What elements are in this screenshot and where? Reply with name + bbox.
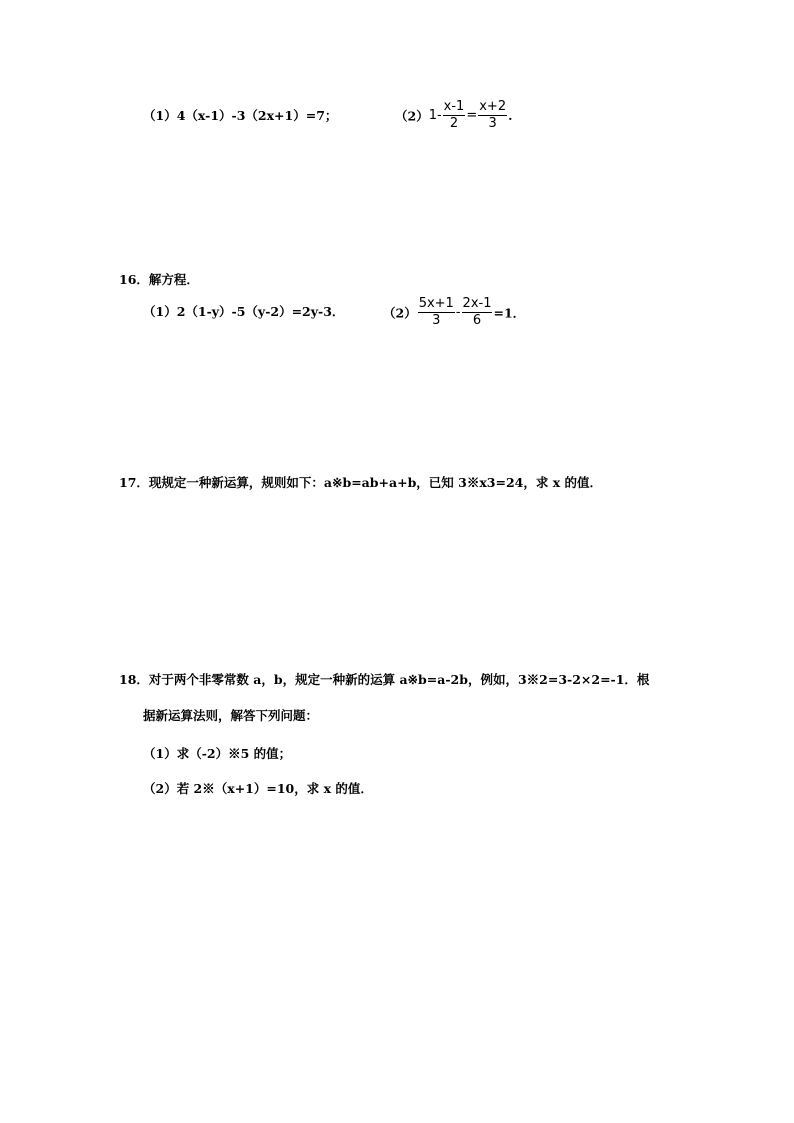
q15-fraction-1: [443, 99, 466, 132]
q16-part2: [383, 296, 525, 329]
q16-minus: -: [455, 305, 461, 320]
q16-fraction-1-numerator: 5x+1: [418, 296, 454, 311]
q17-text: 17．现规定一种新运算，规则如下：a※b=ab+a+b，已知 3※x3=24，求 x 的值．: [119, 475, 603, 490]
q15-fraction-1-denominator: 2: [449, 116, 459, 131]
q15-part2: [395, 99, 512, 132]
q15-part2-lead: 1-: [428, 108, 442, 123]
q16-fraction-2: [462, 296, 493, 329]
q16-fraction-2-denominator: 6: [472, 313, 482, 328]
q16-fraction-1: [418, 296, 455, 329]
q16-fraction-1-denominator: 3: [432, 313, 441, 328]
q16-part2-tail: =1．: [493, 305, 526, 321]
q15-part1: （1）4（x-1）-3（2x+1）=7；: [143, 108, 338, 123]
q15-part2-label: （2）: [395, 108, 429, 124]
q16-part1: （1）2（1-y）-5（y-2）=2y-3．: [143, 304, 345, 319]
q15-part2-tail: .: [508, 108, 513, 123]
q15-fraction-2: [478, 99, 507, 132]
q15-fraction-2-denominator: 3: [488, 116, 497, 131]
q15-equals: =: [466, 108, 478, 123]
q18-part2: （2）若 2※（x+1）=10，求 x 的值．: [143, 781, 373, 796]
q18-part1: （1）求（-2）※5 的值；: [143, 746, 292, 761]
q16-fraction-2-numerator: 2x-1: [462, 296, 492, 311]
q16-part2-label: （2）: [383, 305, 417, 321]
q15-fraction-1-numerator: x-1: [443, 99, 465, 114]
q18-line1: 18．对于两个非零常数 a，b，规定一种新的运算 a※b=a-2b，例如，3※2=3-2×2=-1．根: [119, 672, 650, 687]
q15-fraction-2-numerator: x+2: [479, 99, 507, 114]
q18-line2: 据新运算法则，解答下列问题：: [143, 708, 319, 723]
q16-title: 16．解方程．: [119, 272, 199, 287]
